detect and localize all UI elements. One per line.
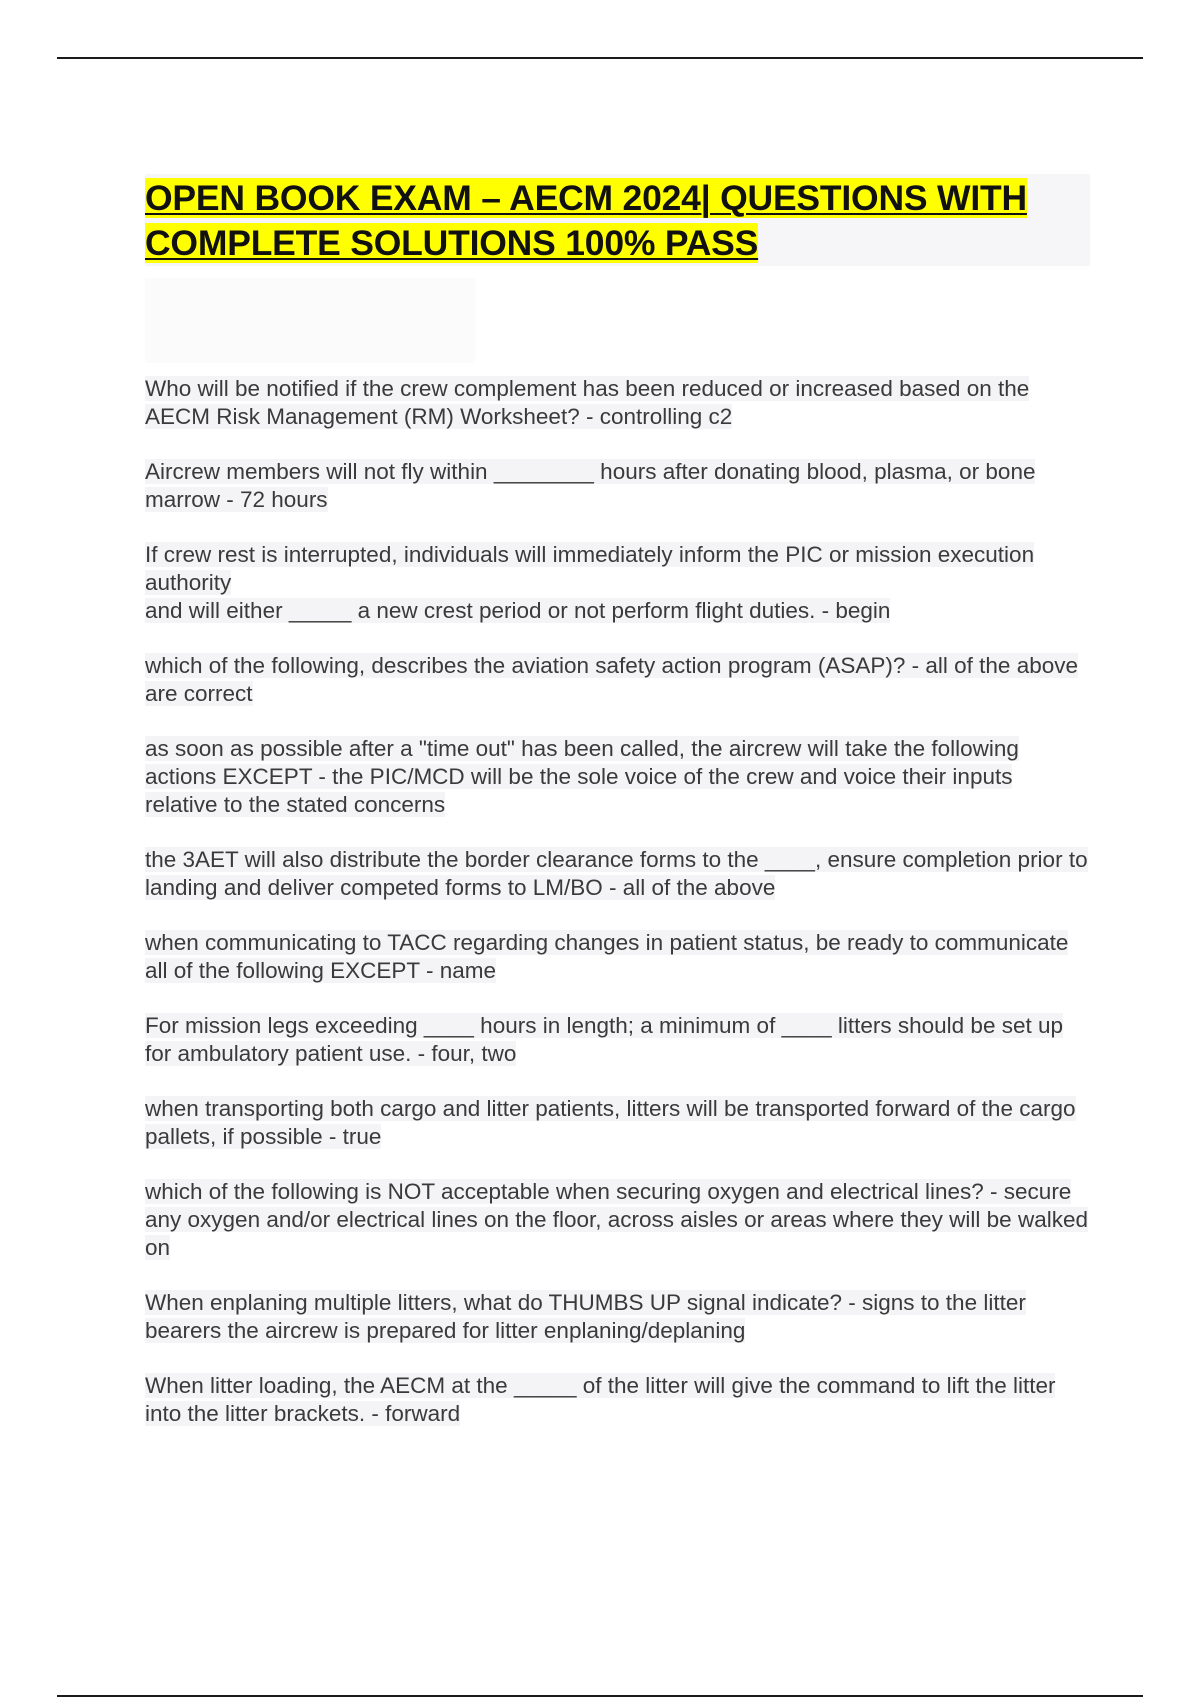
- qa-item: [145, 1095, 1090, 1151]
- qa-text: For mission legs exceeding ____ hours in length; a minimum of ____ litters should be set up for ambulatory patient use. - four, two: [145, 1013, 1064, 1066]
- qa-item: [145, 1178, 1090, 1262]
- qa-item: [145, 1289, 1090, 1345]
- qa-item: [145, 652, 1090, 708]
- qa-text: When litter loading, the AECM at the _____ of the litter will give the command to lift the litter into the litter brackets. - forward: [145, 1373, 1056, 1426]
- qa-text: When enplaning multiple litters, what do THUMBS UP signal indicate? - signs to the litter bearers the aircrew is prepared for litter enplaning/deplaning: [145, 1290, 1026, 1343]
- qa-item: [145, 1372, 1090, 1428]
- qa-item: [145, 846, 1090, 902]
- qa-item: [145, 735, 1090, 819]
- qa-item: [145, 929, 1090, 985]
- qa-text: which of the following is NOT acceptable when securing oxygen and electrical lines? - secure any oxygen and/or electrical lines on the floor, across aisles or areas where they will be walked on: [145, 1179, 1088, 1260]
- top-rule: [57, 57, 1143, 59]
- qa-item: [145, 541, 1090, 625]
- qa-text: as soon as possible after a "time out" has been called, the aircrew will take the following actions EXCEPT - the PIC/MCD will be the sole voice of the crew and voice their inputs relative to the stated concerns: [145, 736, 1019, 817]
- qa-text: Aircrew members will not fly within ________ hours after donating blood, plasma, or bone marrow - 72 hours: [145, 459, 1036, 512]
- qa-item: [145, 1012, 1090, 1068]
- qa-text: when transporting both cargo and litter patients, litters will be transported forward of the cargo pallets, if possible - true: [145, 1096, 1076, 1149]
- qa-item: [145, 458, 1090, 514]
- qa-text: If crew rest is interrupted, individuals will immediately inform the PIC or mission execution authority and will either _____ a new crest period or not perform flight duties. - begin: [145, 542, 1035, 623]
- qa-list: [145, 375, 1090, 1455]
- bottom-rule: [57, 1695, 1143, 1697]
- qa-text: which of the following, describes the aviation safety action program (ASAP)? - all of the above are correct: [145, 653, 1078, 706]
- document-title: [145, 176, 1090, 266]
- blank-area: [145, 278, 475, 363]
- document-title-text: OPEN BOOK EXAM – AECM 2024| QUESTIONS WITH COMPLETE SOLUTIONS 100% PASS: [145, 178, 1027, 263]
- qa-text: the 3AET will also distribute the border clearance forms to the ____, ensure completion prior to landing and deliver competed forms to LM/BO - all of the above: [145, 847, 1088, 900]
- qa-text: Who will be notified if the crew complement has been reduced or increased based on the AECM Risk Management (RM) Worksheet? - controlling c2: [145, 376, 1030, 429]
- qa-item: [145, 375, 1090, 431]
- qa-text: when communicating to TACC regarding changes in patient status, be ready to communicate all of the following EXCEPT - name: [145, 930, 1069, 983]
